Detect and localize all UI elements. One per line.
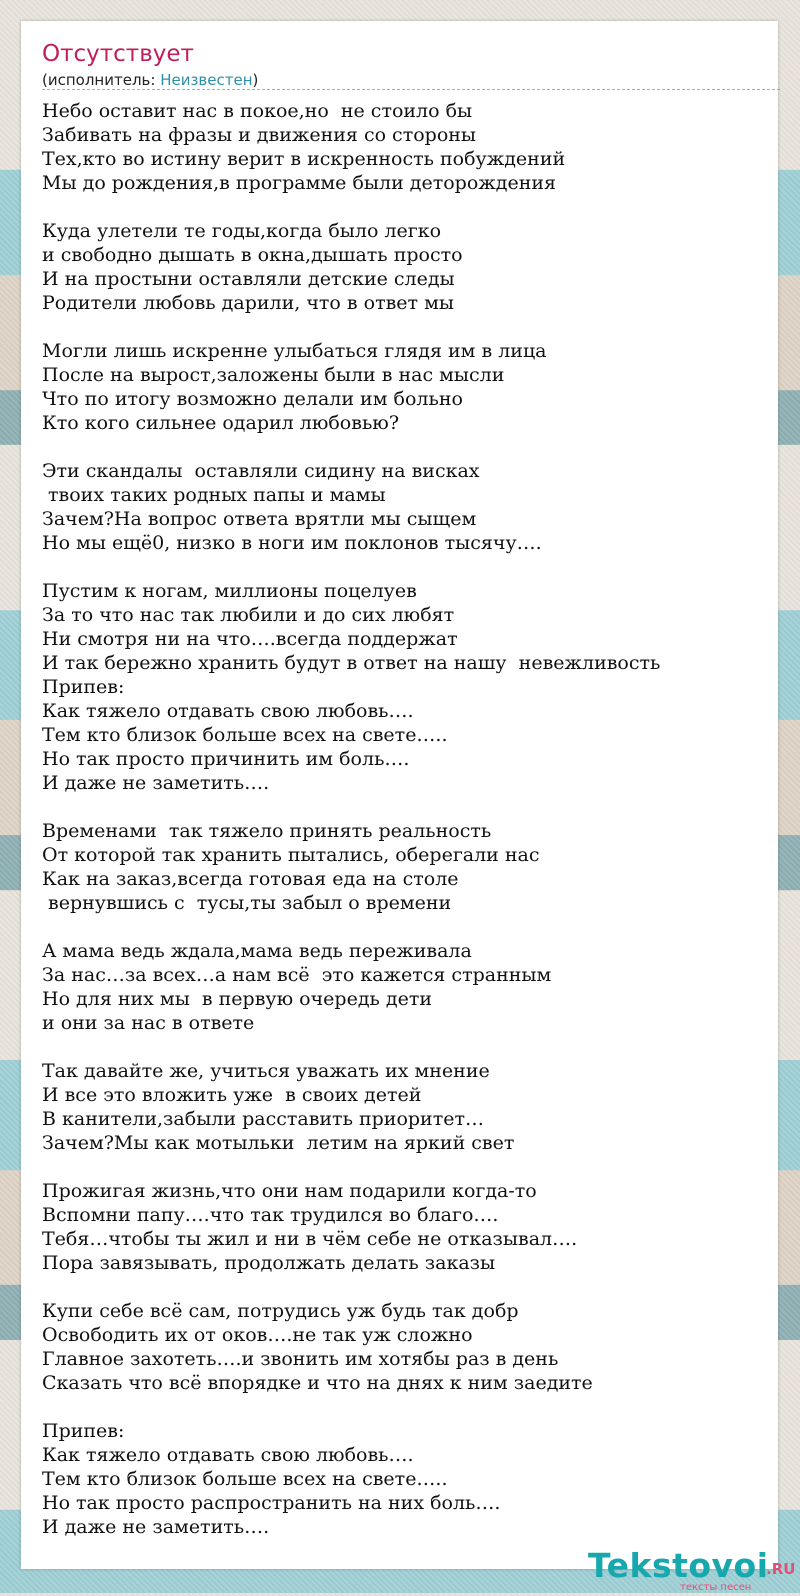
stanza-break (42, 555, 772, 579)
lyric-line: Сказать что всё впорядке и что на днях к ним заедите (42, 1372, 593, 1394)
lyric-line: Но так просто распространить на них боль…. (42, 1492, 501, 1514)
lyrics-text (42, 99, 772, 1539)
stanza-break (42, 435, 772, 459)
lyric-line: твоих таких родных папы и мамы (42, 484, 386, 506)
stanza-break (42, 1275, 772, 1299)
lyric-line: Главное захотеть….и звонить им хотябы раз в день (42, 1348, 559, 1370)
stanza-break (42, 795, 772, 819)
stanza-break (42, 1155, 772, 1179)
lyric-line: Пустим к ногам, миллионы поцелуев (42, 580, 417, 602)
lyric-line: За то что нас так любили и до сих любят (42, 604, 455, 626)
lyric-line: Вспомни папу….что так трудился во благо…. (42, 1204, 499, 1226)
lyric-line: Зачем?На вопрос ответа врятли мы сыщем (42, 508, 477, 530)
lyric-line: Припев: (42, 1420, 125, 1442)
artist-suffix: ) (252, 71, 259, 89)
lyric-line: И на простыни оставляли детские следы (42, 268, 455, 290)
lyric-line: Зачем?Мы как мотыльки летим на яркий свет (42, 1132, 515, 1154)
logo-tagline: тексты песен (680, 1582, 752, 1593)
lyric-line: От которой так хранить пытались, оберегали нас (42, 844, 540, 866)
logo-wordmark: Tekstovoi (588, 1546, 769, 1585)
lyric-line: За нас…за всех…а нам всё это кажется странным (42, 964, 552, 986)
lyric-line: и они за нас в ответе (42, 1012, 255, 1034)
lyric-line: Мы до рождения,в программе были деторождения (42, 172, 557, 194)
stanza-break (42, 1035, 772, 1059)
lyrics-card (21, 21, 796, 1593)
lyric-line: И даже не заметить…. (42, 1516, 270, 1538)
stanza-break (42, 195, 772, 219)
lyric-line: А мама ведь ждала,мама ведь переживала (42, 940, 472, 962)
lyric-line: И так бережно хранить будут в ответ на нашу невежливость (42, 652, 661, 674)
lyric-line: и свободно дышать в окна,дышать просто (42, 244, 463, 266)
lyric-line: Ни смотря ни на что….всегда поддержат (42, 628, 458, 650)
lyric-line: Прожигая жизнь,что они нам подарили когда-то (42, 1180, 537, 1202)
lyric-line: Но так просто причинить им боль…. (42, 748, 410, 770)
lyric-line: Так давайте же, учиться уважать их мнение (42, 1060, 490, 1082)
lyric-line: Что по итогу возможно делали им больно (42, 388, 463, 410)
lyric-line: Купи себе всё сам, потрудись уж будь так добр (42, 1300, 519, 1322)
stanza-break (42, 315, 772, 339)
lyric-line: Освободить их от оков….не так уж сложно (42, 1324, 473, 1346)
stanza-break (42, 915, 772, 939)
lyric-line: Тебя…чтобы ты жил и ни в чём себе не отказывал…. (42, 1228, 578, 1250)
lyric-line: И даже не заметить…. (42, 772, 270, 794)
lyric-line: Припев: (42, 676, 125, 698)
lyric-line: Родители любовь дарили, что в ответ мы (42, 292, 454, 314)
lyric-line: Куда улетели те годы,когда было легко (42, 220, 442, 242)
logo-domain: .RU (766, 1560, 796, 1578)
site-logo[interactable] (588, 1546, 798, 1596)
lyric-line: Как тяжело отдавать свою любовь…. (42, 700, 414, 722)
lyric-line: Пора завязывать, продолжать делать заказы (42, 1252, 496, 1274)
lyric-line: Кто кого сильнее одарил любовью? (42, 412, 400, 434)
lyric-line: Тем кто близок больше всех на свете….. (42, 1468, 448, 1490)
lyric-line: Небо оставит нас в покое,но не стоило бы (42, 100, 473, 122)
artist-prefix: (исполнитель: (42, 71, 161, 89)
artist-link[interactable]: Неизвестен (160, 71, 253, 89)
lyric-line: Забивать на фразы и движения со стороны (42, 124, 477, 146)
lyric-line: Могли лишь искренне улыбаться глядя им в лица (42, 340, 547, 362)
stanza-break (42, 1395, 772, 1419)
song-title: Отсутствует (42, 41, 194, 67)
lyric-line: Эти скандалы оставляли сидину на висках (42, 460, 480, 482)
lyric-line: Тем кто близок больше всех на свете….. (42, 724, 448, 746)
lyric-line: Но мы ещё0, низко в ноги им поклонов тысячу…. (42, 532, 542, 554)
lyric-line: После на вырост,заложены были в нас мысли (42, 364, 505, 386)
lyric-line: В канители,забыли расставить приоритет… (42, 1108, 484, 1130)
lyric-line: Но для них мы в первую очередь дети (42, 988, 433, 1010)
title-divider (42, 89, 780, 90)
lyric-line: вернувшись с тусы,ты забыл о времени (42, 892, 452, 914)
artist-line (42, 71, 258, 89)
lyric-line: И все это вложить уже в своих детей (42, 1084, 422, 1106)
lyric-line: Как тяжело отдавать свою любовь…. (42, 1444, 414, 1466)
lyric-line: Тех,кто во истину верит в искренность побуждений (42, 148, 566, 170)
lyric-line: Временами так тяжело принять реальность (42, 820, 492, 842)
lyric-line: Как на заказ,всегда готовая еда на столе (42, 868, 459, 890)
